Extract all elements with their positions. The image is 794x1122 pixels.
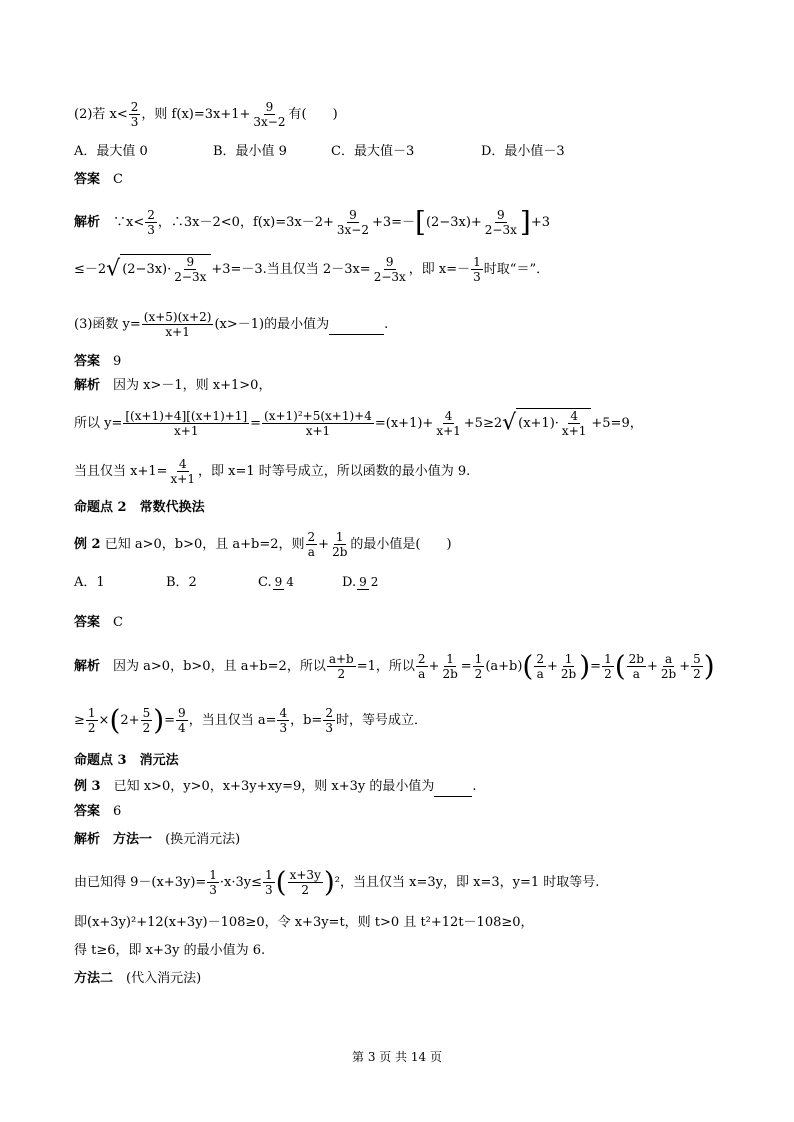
ex2-options xyxy=(74,574,381,592)
q2-solution-line1: 解析 ∵x< $\frac{2}{3}$ ，∴3x－2<0，f(x)=3x－2+ $\frac{9}{3x-2}$ +3=－[(2−3x)+ $\frac{9}{2-3x}$ ]+3 xyxy=(74,205,550,239)
ex3-answer: 答案 6 xyxy=(74,804,122,819)
ex2-stem: 例 2 已知 a>0，b>0，且 a+b=2，则 $\frac{2}{a}$ + $\frac{1}{2b}$ 的最小值是( ) xyxy=(74,530,452,559)
ex2-answer: 答案 C xyxy=(74,615,123,630)
option-d: D．最小值－3 xyxy=(481,144,565,159)
q2-options xyxy=(74,143,565,161)
section-title-3: 命题点 3 消元法 xyxy=(74,753,179,768)
ex3-stem: 例 3 已知 x>0，y>0，x+3y+xy=9，则 x+3y 的最小值为 . xyxy=(74,778,477,797)
ex2-solution-line2: ≥ $\frac{1}{2}$ ×(2+ $\frac{5}{2}$ )= $\frac{9}{4}$ ，当且仅当 a= $\frac{4}{3}$ ，b= $\frac{2}{3}$ 时，等号成立． xyxy=(74,703,427,737)
q3-answer: 答案 9 xyxy=(74,354,122,369)
q2-stem: (2)若 x< $\frac{2}{3}$ ，则 f(x)=3x+1+ $\frac{9}{3x-2}$ 有( ) xyxy=(74,100,338,129)
ex3-method2-heading: 方法二 (代入消元法) xyxy=(74,971,202,986)
q2-answer: 答案 C xyxy=(74,172,123,187)
q3-solution-line1: 解析 因为 x>－1，则 x+1>0， xyxy=(74,378,272,393)
ex3-solution-line1: 由已知得 9－(x+3y)= $\frac{1}{3}$ ·x·3y≤ $\frac{1}{3}$ ( $\frac{x+3y}{2}$ )²，当且仅当 x=3y，即 x=3，y=1 时取等号. xyxy=(74,865,600,899)
q2-solution-line2: ≤－2√ (2−3x)· $\frac{9}{2-3x}$ +3=－3.当且仅当 2－3x= $\frac{9}{2-3x}$ ，即 x=－ $\frac{1}{3}$ 时取“＝”． xyxy=(74,255,550,284)
page-footer: 第 3 页 共 14 页 xyxy=(352,1050,442,1064)
section-title-2: 命题点 2 常数代换法 xyxy=(74,500,205,515)
ex2-solution-line1: 解析 因为 a>0，b>0，且 a+b=2，所以 $\frac{a+b}{2}$ =1，所以 $\frac{2}{a}$ + $\frac{1}{2b}$ = $\frac{1}{2}$ (a+b)( $\frac{2}{a}$ + $\frac{1}{2b}$ )= $\frac{1}{2}$ ( $\frac{2b}{a}$ + $\frac{a}{2b}$ + $\frac{5}{2}$ ) xyxy=(74,649,715,683)
q3-solution-line3: 当且仅当 x+1= $\frac{4}{x+1}$ ，即 x=1 时等号成立，所以函数的最小值为 9. xyxy=(74,457,471,486)
option-b: B．2 xyxy=(166,575,197,590)
option-b: B．最小值 9 xyxy=(213,144,287,159)
option-a: A．最大值 0 xyxy=(74,144,148,159)
ex3-solution-line2: 即(x+3y)²+12(x+3y)－108≥0，令 x+3y=t，则 t>0 且 t²+12t－108≥0， xyxy=(74,915,534,930)
q3-solution-line2: 所以 y= $\frac{[(x+1)+4][(x+1)+1]}{x+1}$ = $\frac{\text{(x+1)²+5(x+1)+4}}{x+1}$ =(x+1)+ $\frac{4}{x+1}$ +5≥2√ (x+1)· $\frac{4}{x+1}$ +5=9， xyxy=(74,409,643,438)
option-d: D. 9 2 xyxy=(342,575,379,590)
option-a: A．1 xyxy=(74,575,105,590)
option-c: C．最大值－3 xyxy=(331,144,415,159)
option-c: C. 9 4 xyxy=(258,575,294,590)
ex3-method1-heading: 解析 方法一 (换元消元法) xyxy=(74,832,241,847)
q3-stem: (3)函数 y= $\frac{(x+5)(x+2)}{x+1}$ (x>－1)的最小值为 . xyxy=(74,310,389,339)
ex3-solution-line3: 得 t≥6，即 x+3y 的最小值为 6. xyxy=(74,943,266,958)
